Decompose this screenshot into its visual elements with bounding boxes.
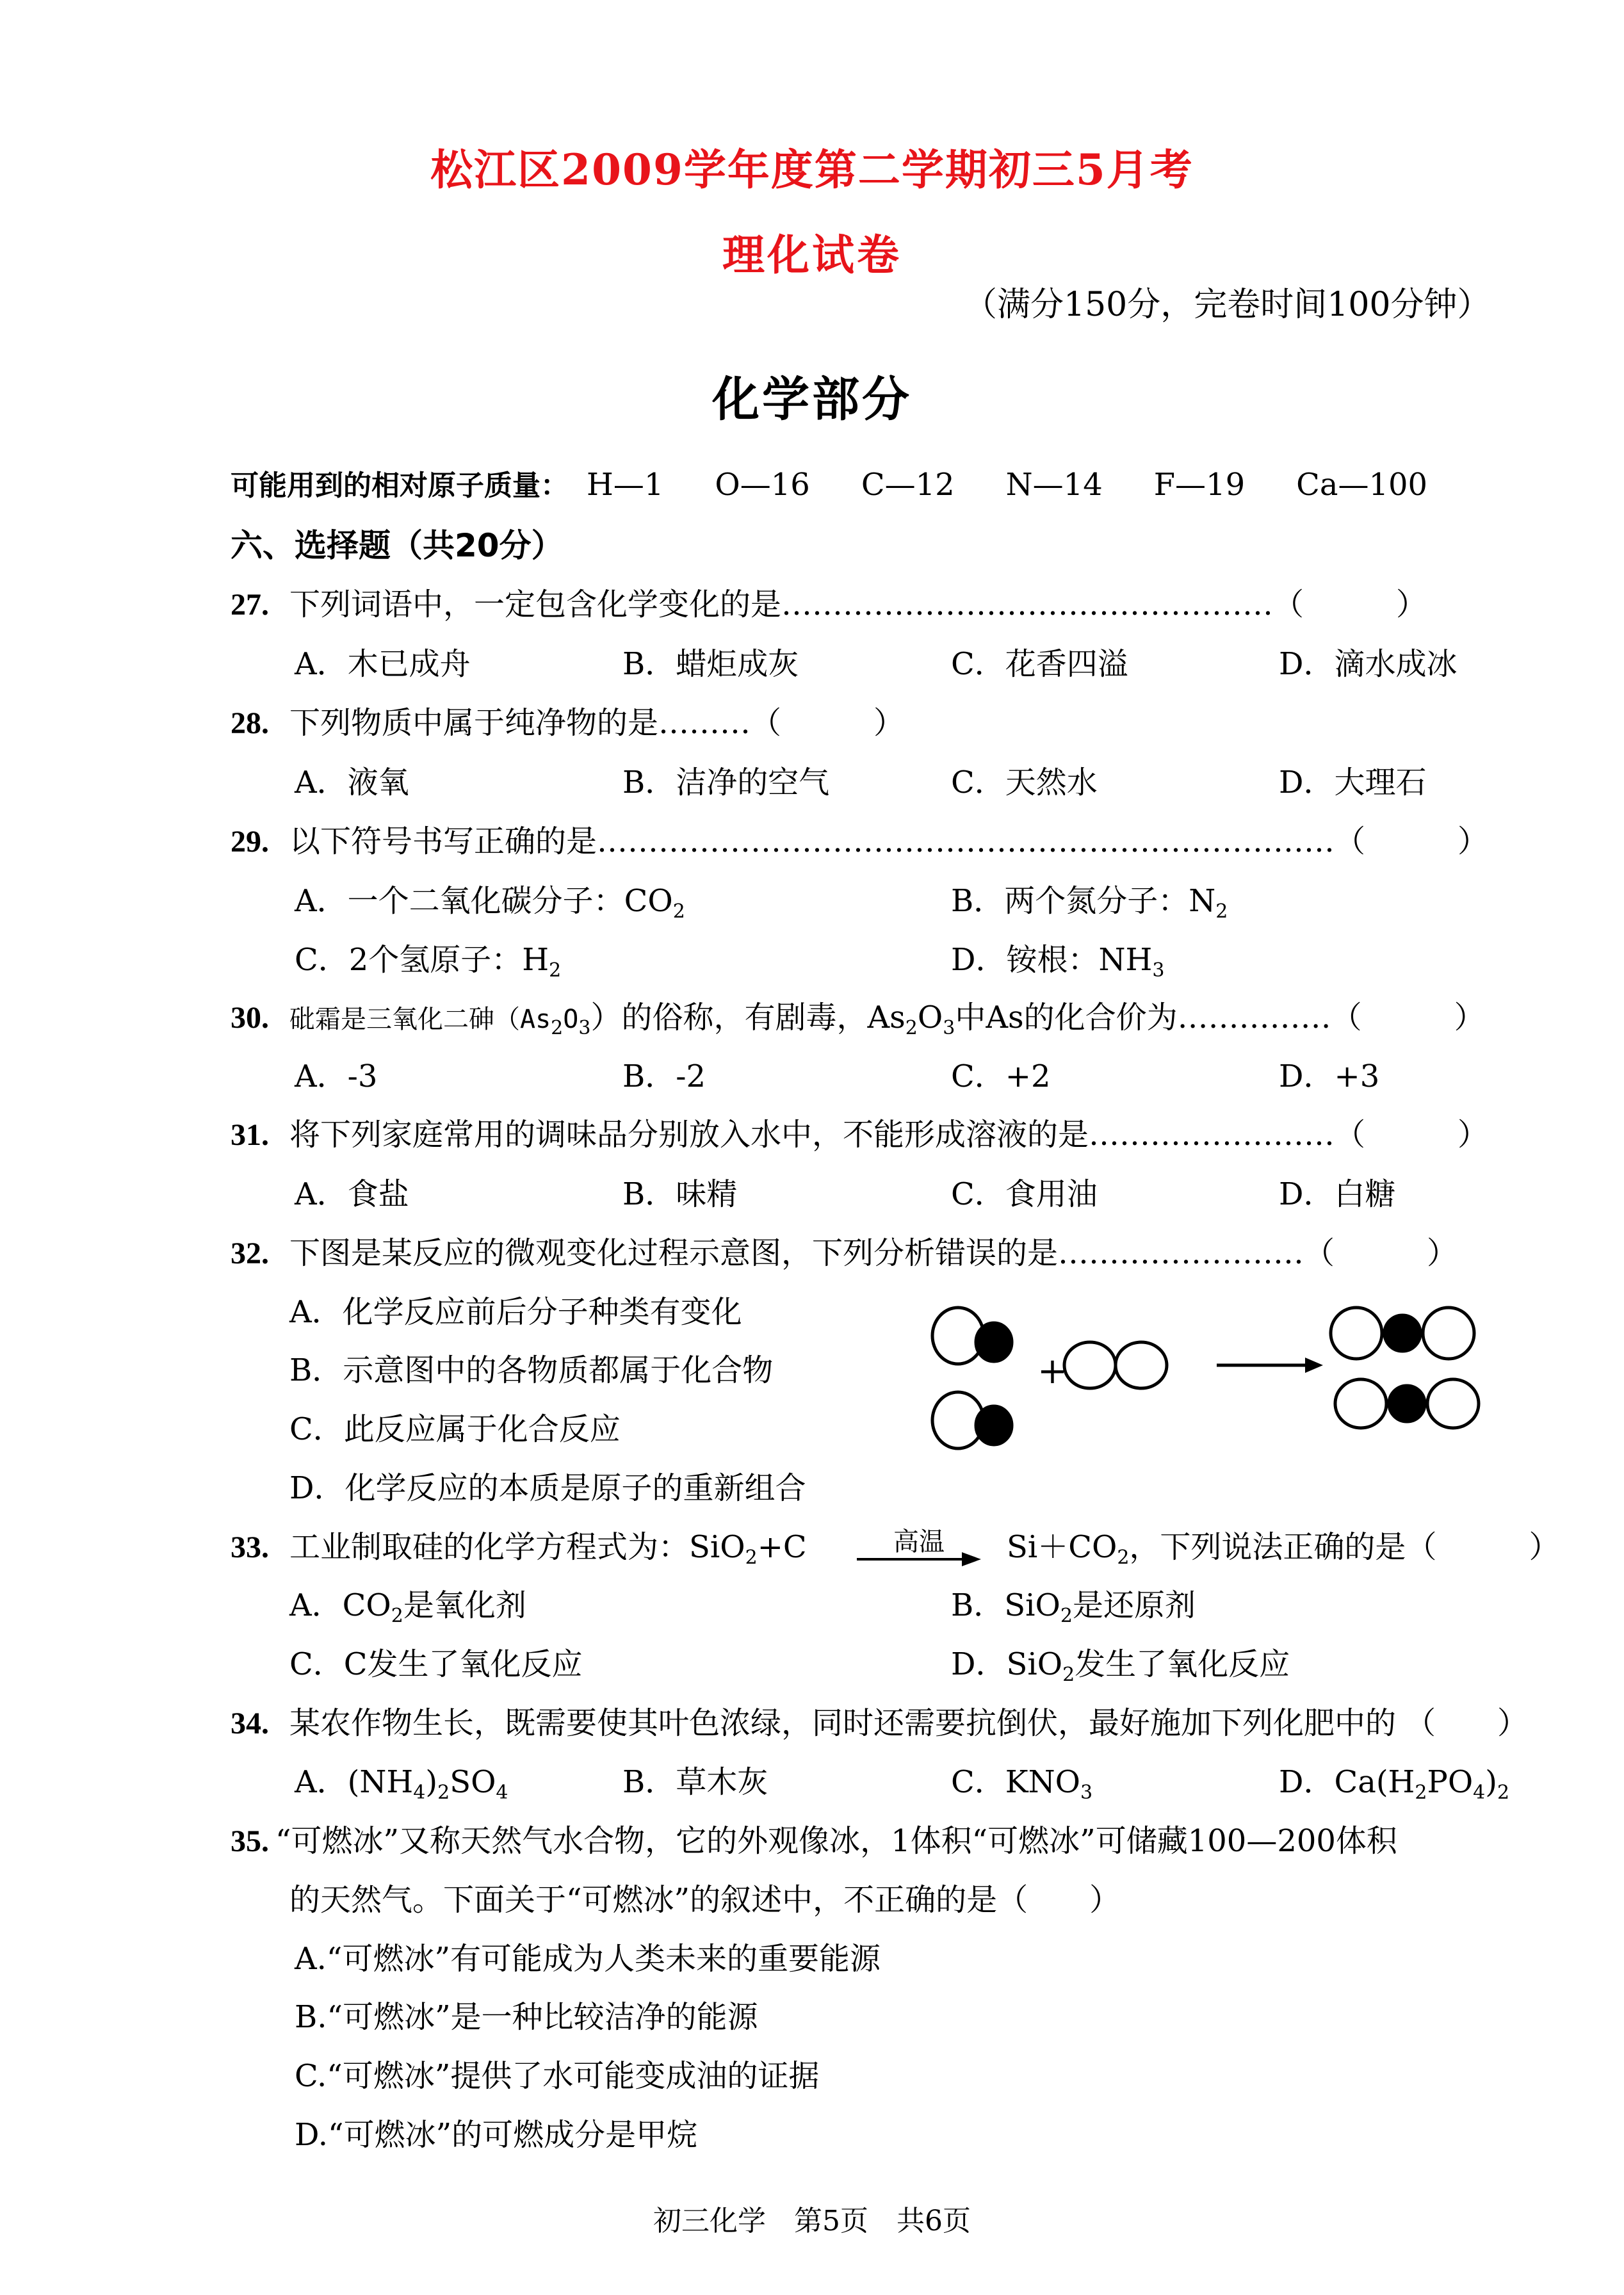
option: D．+3 [1279, 1058, 1380, 1094]
option: B．草木灰 [622, 1764, 768, 1800]
option: A．一个二氧化碳分子：$CO_2$ [295, 883, 685, 923]
atomic-mass-item: C—12 [861, 467, 955, 503]
option: D．$Ca(H_2PO_4)_2$ [1279, 1764, 1510, 1804]
page-footer: 初三化学 第5页 共6页 [653, 2205, 971, 2237]
section-title: 化学部分 [712, 372, 912, 427]
question-32 [231, 1228, 1458, 1272]
exam-title: 松江区2009学年度第二学期初三5月考 [430, 145, 1194, 195]
question-33 [231, 1522, 807, 1569]
atomic-masses [231, 462, 1427, 503]
question-number: 27. [231, 588, 269, 622]
question-number: 30. [231, 1001, 269, 1035]
option: A．化学反应前后分子种类有变化 [289, 1294, 742, 1330]
option: A.“可燃冰”有可能成为人类未来的重要能源 [295, 1941, 881, 1977]
option: A．食盐 [295, 1176, 409, 1212]
option: C．$KNO_3$ [951, 1764, 1093, 1804]
answer-paren: （ ） [1405, 1705, 1529, 1741]
question-stem: 下列词语中，一定包含化学变化的是………………………………………… [289, 587, 1274, 622]
atom-white [1335, 1379, 1386, 1428]
question-stem: 下图是某反应的微观变化过程示意图，下列分析错误的是…………………… [289, 1235, 1304, 1271]
atom-white [1423, 1308, 1474, 1359]
question-number: 35. [231, 1824, 269, 1858]
atomic-mass-item: N—14 [1005, 467, 1103, 503]
question-number: 31. [231, 1118, 269, 1152]
option: B.“可燃冰”是一种比较洁净的能源 [295, 1999, 758, 2035]
atom-black [1384, 1315, 1420, 1351]
answer-paren: （ ） [1406, 1529, 1560, 1565]
option: A．木已成舟 [295, 646, 471, 682]
option: C．C发生了氧化反应 [289, 1646, 583, 1682]
option: C．花香四溢 [951, 646, 1128, 682]
option: B．洁净的空气 [622, 765, 830, 800]
question-31 [231, 1110, 1488, 1154]
option: A．液氧 [295, 765, 409, 800]
option: B．SiO$_2$是还原剂 [951, 1587, 1196, 1627]
option: A．$CO_2$是氧化剂 [289, 1587, 526, 1627]
question-30 [231, 993, 1485, 1037]
option: D．SiO$_2$发生了氧化反应 [951, 1646, 1290, 1686]
part-heading: 六、选择题（共20分） [231, 527, 564, 564]
arrow-condition-label: 高温 [893, 1527, 945, 1557]
atom-black [976, 1323, 1012, 1361]
reaction-arrow-head [1305, 1358, 1323, 1373]
answer-paren: （ ） [1335, 823, 1489, 859]
answer-paren: （ ） [997, 1882, 1121, 1918]
option: C．2个氢原子：$H_2$ [295, 942, 562, 982]
question-stem-left: 工业制取硅的化学方程式为：SiO$_2$+C [289, 1529, 807, 1569]
atom-white [1331, 1308, 1382, 1359]
answer-paren: （ ） [1331, 1000, 1485, 1035]
atomic-masses-label: 可能用到的相对原子质量： [231, 469, 569, 502]
question-number: 33. [231, 1530, 269, 1564]
option: B．-2 [622, 1058, 706, 1094]
option: D．滴水成冰 [1279, 646, 1458, 682]
atomic-mass-item: O—16 [715, 467, 810, 503]
question-number: 34. [231, 1707, 269, 1740]
atom-white [1064, 1342, 1116, 1388]
atom-white [1116, 1342, 1167, 1388]
equation-arrow [856, 1550, 984, 1569]
question-number: 29. [231, 825, 269, 859]
atom-white [1427, 1379, 1479, 1428]
question-stem: 将下列家庭常用的调味品分别放入水中，不能形成溶液的是…………………… [289, 1117, 1335, 1153]
option: D.“可燃冰”的可燃成分是甲烷 [295, 2117, 698, 2153]
question-stem: 下列物质中属于纯净物的是……… [289, 705, 751, 741]
question-stem: 砒霜是三氧化二砷$(As_2O_3)$的俗称，有剧毒，$As_2O_3$中As的化合价为…………… [289, 1000, 1331, 1039]
option: D．大理石 [1279, 765, 1427, 800]
reaction-diagram [909, 1293, 1498, 1460]
atomic-mass-item: F—19 [1153, 467, 1246, 503]
option: D．白糖 [1279, 1176, 1396, 1212]
question-number: 32. [231, 1237, 269, 1270]
question-stem: 某农作物生长，既需要使其叶色浓绿，同时还需要抗倒伏，最好施加下列化肥中的 [289, 1705, 1397, 1741]
question-35 [231, 1816, 1397, 1860]
atomic-mass-item: H—1 [587, 467, 664, 503]
option: B．两个氮分子：$N_2$ [951, 883, 1228, 923]
answer-paren: （ ） [1335, 1117, 1489, 1153]
question-29 [231, 816, 1488, 861]
question-28 [231, 698, 904, 742]
option: A．-3 [295, 1058, 378, 1094]
exam-subtitle: 理化试卷 [722, 230, 902, 280]
answer-paren: （ ） [751, 705, 905, 741]
atom-black [1389, 1386, 1425, 1422]
option: B．示意图中的各物质都属于化合物 [289, 1352, 774, 1388]
question-stem: 以下符号书写正确的是……………………………………………………………… [289, 823, 1335, 859]
option: C．食用油 [951, 1176, 1098, 1212]
option: B．味精 [622, 1176, 738, 1212]
plus-sign: + [1037, 1350, 1068, 1392]
question-stem-right: $Si+CO_2$，下列说法正确的是（ ） [1007, 1522, 1559, 1566]
answer-paren: （ ） [1304, 1235, 1458, 1271]
option: C.“可燃冰”提供了水可能变成油的证据 [295, 2058, 820, 2094]
option: A．$(NH_4)_2SO_4$ [295, 1764, 508, 1804]
atomic-mass-item: Ca—100 [1296, 467, 1428, 503]
question-34 [231, 1698, 1528, 1742]
score-info: （满分150分，完卷时间100分钟） [964, 286, 1491, 324]
option: D．化学反应的本质是原子的重新组合 [289, 1470, 806, 1506]
question-number: 28. [231, 706, 269, 740]
question-stem: “可燃冰”又称天然气水合物，它的外观像冰，1体积“可燃冰”可储藏100—200体积 [275, 1823, 1397, 1859]
option: B．蜡炬成灰 [622, 646, 799, 682]
question-stem-line2: 的天然气。下面关于“可燃冰”的叙述中，不正确的是（ ） [289, 1875, 1120, 1919]
option: D．铵根：$NH_3$ [951, 942, 1165, 982]
answer-paren: （ ） [1273, 587, 1427, 622]
option: C．此反应属于化合反应 [289, 1411, 621, 1447]
option: C．天然水 [951, 765, 1098, 800]
atom-black [976, 1406, 1012, 1445]
question-27 [231, 580, 1427, 624]
option: C．+2 [951, 1058, 1051, 1094]
